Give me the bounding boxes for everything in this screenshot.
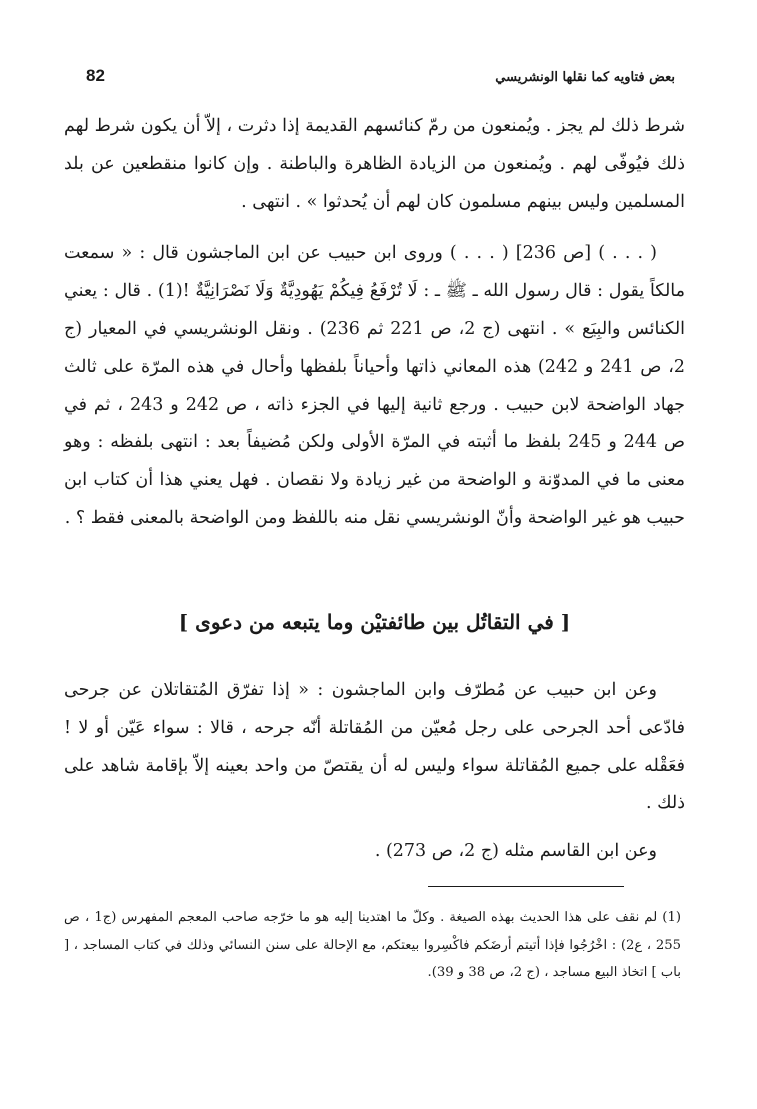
section-heading: [ في التقاتُل بين طائفتيْن وما يتبعه من دعوى ] bbox=[178, 610, 571, 634]
paragraph-3: وعن ابن حبيب عن مُطرّف وابن الماجشون : « إذا تفرّق المُتقاتلان عن جرحى فادّعى أحد الجرحى على رجل مُعيّن من المُقاتلة أنّه جرحه ، قالا : سواء عَيّن أو لا ! فعَقْله على جميع المُقاتلة سواء وليس له أن يقتصّ من واحد بعينه إلاّ بإقامة شاهد على ذلك . bbox=[64, 680, 685, 814]
running-head: بعض فتاويه كما نقلها الونشريسي bbox=[495, 70, 675, 85]
footnote-text: (1) لم نقف على هذا الحديث بهذه الصيغة . وكلّ ما اهتدينا إليه هو ما خرّجه صاحب المعجم المفهرس (ج1 ، ص 255 ، ع2) : اخْرُجُوا فإذا أتيتم أرضَكم فاكْسِروا بيعتكم، مع الإحالة على سنن النسائي وذلك في كتاب المساجد ، [ باب ] اتخاذ البيع مساجد ، (ج 2، ص 38 و 39). bbox=[64, 910, 681, 980]
paragraph-2: ( . . . ) [ص 236] ( . . . ) وروى ابن حبيب عن ابن الماجشون قال : « سمعت مالكاً يقول : قال رسول الله ـ ﷺ ـ : لَا تُرْفَعُ فِيكُمْ يَهُودِيَّةٌ وَلَا نَصْرَانِيَّةٌ !(1) . قال : يعني الكنائس والبِيَع » . انتهى (ج 2، ص 221 ثم 236) . ونقل الونشريسي في المعيار (ج 2، ص 241 و 242) هذه المعاني ذاتها وأحياناً بلفظها وأحال في هذه المرّة على ثالث جهاد الواضحة لابن حبيب . ورجع ثانية إليها في الجزء ذاته ، ص 242 و 243 ، ثم في ص 244 و 245 بلفظ ما أثبته في المرّة الأولى ولكن مُضيفاً بعد : انتهى بلفظه : وهو معنى ما في المدوّنة و الواضحة من غير زيادة ولا نقصان . فهل يعني هذا أن كتاب ابن حبيب هو غير الواضحة وأنّ الونشريسي نقل منه باللفظ ومن الواضحة بالمعنى فقط ؟ . bbox=[64, 243, 686, 528]
main-text bbox=[64, 108, 685, 538]
paragraph-1: شرط ذلك لم يجز . ويُمنعون من رمّ كنائسهم القديمة إذا دثرت ، إلاّ أن يكون شرط لهم ذلك فيُوفّى لهم . ويُمنعون من الزيادة الظاهرة والباطنة . وإن كانوا منقطعين عن بلد المسلمين وليس بينهم مسلمون كان لهم أن يُحدثوا » . انتهى . bbox=[64, 116, 685, 212]
footnote bbox=[64, 904, 681, 987]
footnote-separator bbox=[428, 886, 624, 887]
section-text bbox=[64, 672, 685, 871]
page-number: 82 bbox=[86, 66, 105, 85]
paragraph-4: وعن ابن القاسم مثله (ج 2، ص 273) . bbox=[374, 841, 657, 862]
